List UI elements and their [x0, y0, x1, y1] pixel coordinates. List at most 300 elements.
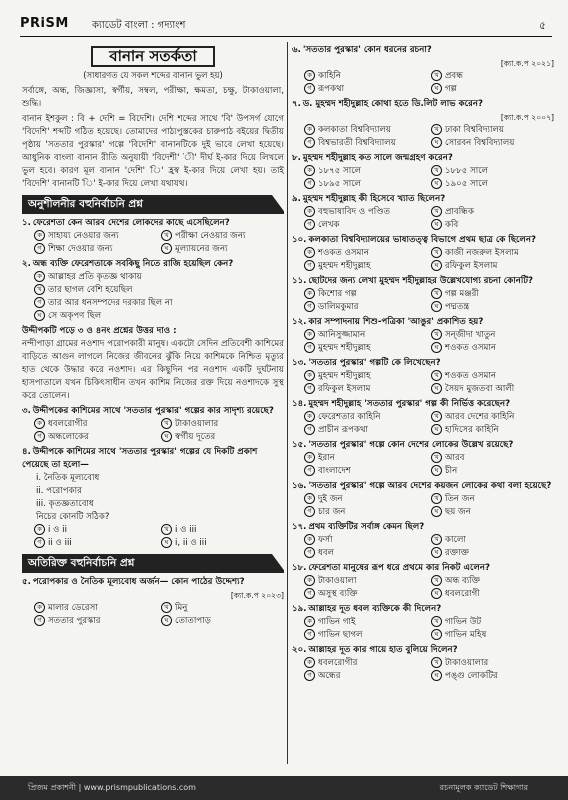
option-text: গাভিন মহিষ: [445, 630, 487, 640]
option-label-ga: গ: [304, 83, 315, 94]
option-text: সৈয়দ মুজতবা আলী: [445, 384, 515, 394]
options: [292, 493, 554, 519]
option-text: আরব দেশের কাহিনি: [445, 412, 515, 422]
question-4: [22, 446, 284, 550]
option-ga: [304, 260, 427, 273]
options: [292, 370, 554, 396]
option-ga: [304, 424, 427, 437]
section-heading-practice-mcq: অনুশীলনীর বহুনির্বাচনি প্রশ্ন: [22, 195, 284, 214]
option-text: কিশোর গল্প: [318, 289, 357, 299]
question-15: [292, 439, 554, 478]
option-gha: [431, 506, 554, 519]
option-kha: [431, 206, 554, 219]
option-gha: [431, 424, 554, 437]
option-text: সন্‌জীদা খাতুন: [445, 330, 496, 340]
option-kha: [431, 657, 554, 670]
question-13: [292, 357, 554, 396]
option-label-ka: ক: [34, 602, 45, 613]
question-number: ১২.: [292, 317, 307, 327]
option-text: কলকাতা বিশ্ববিদ্যালয়: [318, 125, 391, 135]
option-label-kha: খ: [431, 288, 442, 299]
option-label-ga: গ: [304, 629, 315, 640]
option-ga: [304, 83, 427, 96]
section-heading-extra-mcq: অতিরিক্ত বহুনির্বাচনি প্রশ্ন: [22, 554, 284, 573]
option-text: মুহম্মদ শহীদুল্লাহ: [318, 371, 371, 381]
option-text: ১৮৭৫ সালে: [318, 166, 362, 176]
option-label-gha: ঘ: [431, 547, 442, 558]
option-ka: ক ধবলরোগীর: [34, 418, 157, 431]
option-label-ga: গ: [304, 301, 315, 312]
options: [22, 271, 284, 323]
option-label-ga: গ: [304, 137, 315, 148]
option-text: ছয় জন: [445, 507, 471, 517]
option-label-kha: খ: [431, 616, 442, 627]
option-text: কাজী নজরুল ইসলাম: [445, 248, 519, 258]
option-ka: [304, 575, 427, 588]
options: [292, 575, 554, 601]
question-19: [292, 603, 554, 642]
option-gha: [431, 219, 554, 232]
statement-ii: ii. পরোপকার: [36, 486, 82, 496]
option-ga: গ তার আর ধনসম্পদের দরকার ছিল না: [34, 297, 284, 310]
option-kha: [431, 288, 554, 301]
option-label-ga: গ: [304, 383, 315, 394]
option-label-ga: গ: [304, 219, 315, 230]
option-text: আরব: [445, 453, 465, 463]
question-11: [292, 275, 554, 314]
option-ka: [304, 165, 427, 178]
question-text: উদ্দীপকের কাশিমের সাথে 'সততার পুরস্কার' গল্পের কার সাদৃশ্য রয়েছে?: [32, 406, 274, 416]
option-label-ka: ক: [304, 124, 315, 135]
option-label-ka: ক: [34, 418, 45, 429]
option-kha: [431, 411, 554, 424]
option-label-ka: ক: [304, 329, 315, 340]
options: [292, 411, 554, 437]
option-ga: [304, 465, 427, 478]
option-text: সোরবন বিশ্ববিদ্যালয়: [445, 138, 515, 148]
option-text: রূপকথা: [318, 84, 345, 94]
option-label-ga: গ: [304, 547, 315, 558]
option-ka: [304, 452, 427, 465]
option-label-kha: খ: [161, 524, 172, 535]
option-kha: [431, 534, 554, 547]
option-text: ফর্সা: [318, 535, 333, 545]
question-7: [292, 98, 554, 150]
option-ga: গ শিক্ষা দেওয়ার জন্য: [34, 243, 157, 256]
question-text: মুহম্মদ শহীদুল্লাহ কত সালে জন্মগ্রহণ করেন?: [302, 153, 453, 163]
question-number: ৪.: [22, 447, 31, 457]
question-9: [292, 193, 554, 232]
options: [22, 602, 284, 628]
question-text: ছোটদের জন্য লেখা মুহম্মদ শহীদুল্লাহর উল্লেখযোগ্য রচনা কোনটি?: [308, 276, 534, 286]
option-label-ka: ক: [304, 165, 315, 176]
options: [292, 534, 554, 560]
option-label-gha: ঘ: [431, 342, 442, 353]
question-text: আল্লাহর দূত কার গায়ে হাত বুলিয়ে দিলেন?: [308, 645, 458, 655]
option-ga: গ ii ও iii: [34, 537, 157, 550]
option-label-ga: গ: [304, 260, 315, 271]
question-text: ড. মুহম্মদ শহীদুল্লাহ কোথা হতে ডি.লিট লাভ করেন?: [302, 99, 483, 109]
option-gha: ঘ i, ii ও iii: [161, 537, 284, 550]
option-text: চার জন: [318, 507, 346, 517]
option-text: ১৮৮৫ সালে: [445, 166, 489, 176]
option-label-kha: খ: [161, 418, 172, 429]
option-gha: [431, 383, 554, 396]
options: [22, 418, 284, 444]
option-label-ga: গ: [304, 424, 315, 435]
option-label-kha: খ: [431, 247, 442, 258]
option-text: কালো: [445, 535, 466, 545]
option-label-kha: খ: [431, 70, 442, 81]
option-text: পঙ্গু লোকটির: [445, 671, 498, 681]
option-text: শওকত ওসমান: [445, 343, 496, 353]
option-text: অন্ধের: [318, 671, 341, 681]
option-text: ধবলরোগীর: [318, 658, 358, 668]
option-ga: [304, 506, 427, 519]
option-text: ১৯০৫ সালে: [445, 179, 489, 189]
question-17: [292, 521, 554, 560]
option-text: অন্ধ ব্যক্তি: [445, 576, 481, 586]
option-label-gha: ঘ: [161, 243, 172, 254]
option-label-kha: খ: [431, 165, 442, 176]
question-18: [292, 562, 554, 601]
option-ka: [304, 206, 427, 219]
question-text: কলকাতা বিশ্ববিদ্যালয়ের ভাষাতত্ত্ব বিভাগে প্রথম ছাত্র কে ছিলেন?: [308, 235, 537, 245]
option-ka: [304, 534, 427, 547]
option-text: গল্প মঞ্জরী: [445, 289, 479, 299]
option-kha: খ টাকাওয়ালার: [161, 418, 284, 431]
option-label-ka: ক: [304, 534, 315, 545]
question-number: ১৩.: [292, 358, 307, 368]
option-text: শওকত ওসমান: [445, 371, 496, 381]
option-label-ka: ক: [304, 493, 315, 504]
option-kha: [431, 575, 554, 588]
option-label-ka: ক: [34, 271, 45, 282]
option-ga: [304, 547, 427, 560]
option-label-gha: ঘ: [431, 219, 442, 230]
spelling-note: (সাধারণত যে সকল শব্দের বানান ভুল হয়): [83, 70, 223, 80]
question-16: [292, 480, 554, 519]
question-number: ৫.: [22, 577, 31, 587]
option-gha: ঘ স্বর্গীয় দূতের: [161, 431, 284, 444]
options: [292, 124, 554, 150]
spelling-title: বানান সতর্কতা: [91, 46, 215, 67]
option-ga: গ সততার পুরস্কার: [34, 615, 157, 628]
statement-list: [22, 472, 284, 524]
option-ga: [304, 178, 427, 191]
question-text: মুহম্মদ শহীদুল্লাহ কী হিসেবে খ্যাত ছিলেন?: [302, 194, 446, 204]
option-text: গাভিন ছাগল: [318, 630, 363, 640]
option-label-kha: খ: [431, 206, 442, 217]
option-text: গাভিন গাই: [318, 617, 356, 627]
question-number: ১.: [22, 218, 31, 228]
option-ka: ক i ও ii: [34, 524, 157, 537]
option-text: বহুভাষাবিদ ও পণ্ডিত: [318, 207, 390, 217]
option-gha: [431, 178, 554, 191]
question-ask: নিচের কোনটি সঠিক?: [36, 512, 110, 522]
question-text: ফেরেশতা কেন আরব দেশের লোকদের কাছে এসেছিলেন?: [32, 218, 230, 228]
option-label-ka: ক: [304, 370, 315, 381]
option-label-ka: ক: [34, 230, 45, 241]
option-ga: [304, 137, 427, 150]
option-label-kha: খ: [431, 124, 442, 135]
option-gha: [431, 342, 554, 355]
option-ga: [304, 383, 427, 396]
option-kha: [431, 616, 554, 629]
option-ka: [304, 247, 427, 260]
option-ka: [304, 657, 427, 670]
question-number: ১০.: [292, 235, 307, 245]
statement-iii: iii. কৃতজ্ঞতাবোধ: [36, 499, 94, 509]
option-text: রফিকুল ইসলাম: [318, 384, 371, 394]
option-ka: ক সাহায্য নেওয়ার জন্য: [34, 230, 157, 243]
right-column: [292, 42, 554, 683]
option-label-gha: ঘ: [431, 506, 442, 517]
option-label-gha: ঘ: [431, 383, 442, 394]
option-ka: ক আল্লাহর প্রতি কৃতজ্ঞ থাকায়: [34, 271, 284, 284]
options: [292, 329, 554, 355]
option-kha: [431, 329, 554, 342]
question-number: ১৪.: [292, 399, 307, 409]
options: [292, 247, 554, 273]
option-kha: খ i ও iii: [161, 524, 284, 537]
option-label-ka: ক: [304, 575, 315, 586]
option-label-kha: খ: [431, 329, 442, 340]
question-number: ২০.: [292, 645, 307, 655]
option-label-ga: গ: [304, 670, 315, 681]
option-label-ga: গ: [34, 537, 45, 548]
options: [292, 657, 554, 683]
question-number: ১৯.: [292, 604, 307, 614]
options: [292, 70, 554, 96]
option-gha: [431, 465, 554, 478]
page-footer: [0, 776, 568, 800]
option-text: আনিসুজ্জামান: [318, 330, 366, 340]
option-gha: [431, 629, 554, 642]
option-ka: [304, 70, 427, 83]
question-text: মুহম্মদ শহীদুল্লাহ 'সততার পুরস্কার' গল্প কী নির্ভিত্ত করেছেন?: [308, 399, 511, 409]
option-gha: ঘ মূল্যায়নের জন্য: [161, 243, 284, 256]
question-text: 'সততার পুরস্কার' কোন ধরনের রচনা?: [302, 45, 432, 55]
option-text: ধবলরোগী: [445, 589, 480, 599]
question-1: [22, 217, 284, 256]
option-text: শওকত ওসমান: [318, 248, 369, 258]
option-ka: ক মালার ডেরেসা: [34, 602, 157, 615]
option-ka: [304, 124, 427, 137]
option-label-gha: ঘ: [431, 670, 442, 681]
option-label-gha: ঘ: [431, 629, 442, 640]
option-label-ga: গ: [304, 342, 315, 353]
page-number: ৫: [538, 19, 546, 32]
left-column: [22, 42, 284, 628]
question-20: [292, 644, 554, 683]
option-label-ga: গ: [34, 243, 45, 254]
page-header: [20, 14, 552, 37]
option-label-kha: খ: [431, 493, 442, 504]
option-label-ga: গ: [34, 431, 45, 442]
question-text: 'সততার পুরস্কার' গল্পে কোন দেশের লোকের উল্লেখ রয়েছে?: [308, 440, 514, 450]
option-gha: [431, 588, 554, 601]
option-label-gha: ঘ: [431, 301, 442, 312]
question-text: 'সততার পুরস্কার' গল্পটি কে লিখেছেন?: [308, 358, 441, 368]
question-number: ২.: [22, 259, 31, 269]
option-kha: [431, 493, 554, 506]
option-text: কাহিনি: [318, 71, 342, 81]
options: [292, 165, 554, 191]
option-kha: [431, 124, 554, 137]
stimulus-text: নন্দীপাড়া গ্রামের নওশাদ পরোপকারী মানুষ। একটো সেদিন প্রতিবেশী কাশিমের বাড়িতে আগুন লাগলে নিজের জীবনের ঝুঁকি নিয়ে কাশিমকে নিশ্চিত মৃত্যুর হাত থেকে উদ্ধার করে নওশাদ। এর কিছুদিন পর নওশাদ একটি দুর্ঘটনায় হাসপাতালে যখন চিকিৎসাধীন তখন কাশিম নিজের রক্ত দিয়ে নওশাদকে সুস্থ করে তোলেন।: [22, 339, 284, 401]
question-14: [292, 398, 554, 437]
option-ka: [304, 288, 427, 301]
option-gha: ঘ সে অকৃপণ ছিল: [34, 310, 284, 323]
options: [292, 452, 554, 478]
option-label-kha: খ: [34, 284, 45, 295]
option-label-ka: ক: [304, 452, 315, 463]
spelling-school-paragraph: বানান ইশকুল : বি + দেশি = বিদেশি। দেশি শব্দের সাথে 'বি' উপসর্গ যোগে 'বিদেশি' শব্দটি গঠিত হয়েছে। তোমাদের পাঠ্যপুস্তকের চারুপাঠ বইয়ের দ্বিতীয় পৃষ্ঠায় 'সততার পুরস্কার' গল্পে 'বিদেশি' বানানটিকে দুই ভাবে লেখা হয়েছে। আধুনিক বাংলা বানান রীতি অনুযায়ী 'বিদেশী' 'ী' দীর্ঘ ই-কার দিয়ে লিখলে ভুল হবে। কারণ মূল বানান 'দেশি' 'ি' হ্রস্ব ই-কার দিয়ে লেখা হয়। তাই 'বিদেশি' বানানটি 'ি' ই-কার দিয়ে লেখা যথাযথ।: [22, 114, 284, 189]
footer-publisher: প্রিজম প্রকাশনী | www.prismpublications.com: [28, 783, 196, 792]
question-text: ফেরেশতা মানুষের রূপ ধরে প্রথমে কার নিকট এলেন?: [308, 563, 490, 573]
option-text: রফিকুল ইসলাম: [445, 261, 498, 271]
option-label-kha: খ: [161, 602, 172, 613]
option-label-ka: ক: [304, 70, 315, 81]
option-text: লেখক: [318, 220, 340, 230]
question-number: ৬.: [292, 45, 301, 55]
question-text: কার সম্পাদনায় শিশু-পত্রিকা 'আঙুর' প্রকাশিত হয়?: [308, 317, 484, 327]
question-text: আল্লাহর দূত ধবল ব্যক্তিকে কী দিলেন?: [308, 604, 442, 614]
option-gha: [431, 547, 554, 560]
option-label-ga: গ: [304, 506, 315, 517]
option-text: হাদিসের কাহিনি: [445, 425, 499, 435]
question-text: 'সততার পুরস্কার' গল্পে আরব দেশের কয়জন লোকের কথা বলা হয়েছে?: [308, 481, 552, 491]
option-text: কবি: [445, 220, 459, 230]
option-text: ফেরেশতার কাহিনি: [318, 412, 381, 422]
option-gha: [431, 83, 554, 96]
option-text: মুহম্মদ শহীদুল্লাহ: [318, 343, 371, 353]
option-text: ইরান: [318, 453, 335, 463]
question-text: পরোপকার ও নৈতিক মূল্যবোধ অর্জন— কোন পাঠের উদ্দেশ্য?: [32, 577, 245, 587]
option-label-kha: খ: [431, 370, 442, 381]
option-label-ka: ক: [304, 288, 315, 299]
option-label-kha: খ: [431, 657, 442, 668]
option-kha: খ তার ছাগল বেশি হয়েছিল: [34, 284, 284, 297]
option-text: রক্তাক্ত: [445, 548, 469, 558]
option-label-ka: ক: [304, 411, 315, 422]
question-text: অন্ধ ব্যক্তি ফেরেশতাকে সবকিছু নিতে রাজি হয়েছিল কেন?: [32, 259, 234, 269]
question-number: ১১.: [292, 276, 307, 286]
footer-tagline: রচনামূলক ক্যাডেট শিক্ষাগার: [439, 783, 528, 792]
option-label-ga: গ: [304, 465, 315, 476]
question-number: ১৬.: [292, 481, 307, 491]
question-text: উদ্দীপকে কাশিমের সাথে 'সততার পুরস্কার' গল্পের যে দিকটি প্রকাশ পেয়েছে তা হলো—: [22, 447, 258, 470]
option-label-ka: ক: [304, 206, 315, 217]
option-kha: [431, 370, 554, 383]
option-text: টাকাওয়ালা: [318, 576, 357, 586]
question-3: [22, 405, 284, 444]
option-gha: [431, 670, 554, 683]
option-ka: [304, 370, 427, 383]
option-label-kha: খ: [431, 534, 442, 545]
question-8: [292, 152, 554, 191]
option-label-ga: গ: [304, 588, 315, 599]
option-label-ka: ক: [304, 657, 315, 668]
question-number: ৮.: [292, 153, 301, 163]
option-label-gha: ঘ: [431, 178, 442, 189]
option-text: বাংলাদেশ: [318, 466, 351, 476]
options: [292, 206, 554, 232]
option-text: পদ্মতন্ত্র: [445, 302, 470, 312]
question-6: [292, 44, 554, 96]
option-ga: [304, 629, 427, 642]
option-text: প্রাবন্ধিক: [445, 207, 474, 217]
option-text: ডালিমকুমার: [318, 302, 359, 312]
option-label-kha: খ: [431, 575, 442, 586]
question-12: [292, 316, 554, 355]
option-kha: খ মিনু: [161, 602, 284, 615]
statement-i: i. নৈতিক মূল্যবোধ: [36, 473, 100, 483]
option-label-kha: খ: [431, 452, 442, 463]
option-label-ga: গ: [34, 297, 45, 308]
option-text: গল্প: [445, 84, 457, 94]
options: [22, 230, 284, 256]
option-text: চীন: [445, 466, 458, 476]
option-text: অসুস্থ ব্যক্তি: [318, 589, 358, 599]
question-number: ৩.: [22, 406, 31, 416]
option-label-gha: ঘ: [431, 465, 442, 476]
option-text: গাভিন উট: [445, 617, 482, 627]
column-divider: [287, 42, 288, 764]
option-kha: [431, 165, 554, 178]
option-gha: [431, 301, 554, 314]
option-ga: [304, 301, 427, 314]
option-gha: [431, 137, 554, 150]
option-ga: [304, 342, 427, 355]
option-ga: [304, 670, 427, 683]
option-gha: ঘ তোতাপাড়: [161, 615, 284, 628]
option-label-kha: খ: [161, 230, 172, 241]
option-text: প্রাচীন রূপকথা: [318, 425, 369, 435]
option-label-gha: ঘ: [431, 588, 442, 599]
question-5: [22, 576, 284, 628]
question-2: [22, 258, 284, 323]
question-number: ১৭.: [292, 522, 307, 532]
options: [22, 524, 284, 550]
option-ga: [304, 219, 427, 232]
option-text: বিশ্বভারতী বিশ্ববিদ্যালয়: [318, 138, 396, 148]
option-label-gha: ঘ: [431, 137, 442, 148]
option-kha: [431, 452, 554, 465]
spelling-words: সর্বাঙ্গে, অন্ধ, জিজ্ঞাসা, স্বর্গীয়, সম্বল, পরীক্ষা, ক্ষমতা, চক্ষু, টাকাওয়ালা, শুদ্ধি।: [22, 86, 284, 109]
option-label-gha: ঘ: [161, 537, 172, 548]
question-number: ১৮.: [292, 563, 307, 573]
option-ka: [304, 493, 427, 506]
option-text: প্রবন্ধ: [445, 71, 464, 81]
option-label-gha: ঘ: [161, 431, 172, 442]
option-label-kha: খ: [431, 411, 442, 422]
question-10: [292, 234, 554, 273]
option-label-ga: গ: [34, 615, 45, 626]
question-number: ৯.: [292, 194, 301, 204]
options: [292, 288, 554, 314]
option-label-ka: ক: [304, 247, 315, 258]
stimulus-title: উদ্দীপকটি পড়ে ৩ ও ৪নং প্রশ্নের উত্তর দাও :: [22, 326, 177, 336]
option-label-gha: ঘ: [431, 424, 442, 435]
option-text: ধবল: [318, 548, 335, 558]
option-gha: [431, 260, 554, 273]
option-label-gha: ঘ: [161, 615, 172, 626]
option-label-ka: ক: [304, 616, 315, 627]
option-kha: [431, 247, 554, 260]
option-text: টাকাওয়ালার: [445, 658, 489, 668]
